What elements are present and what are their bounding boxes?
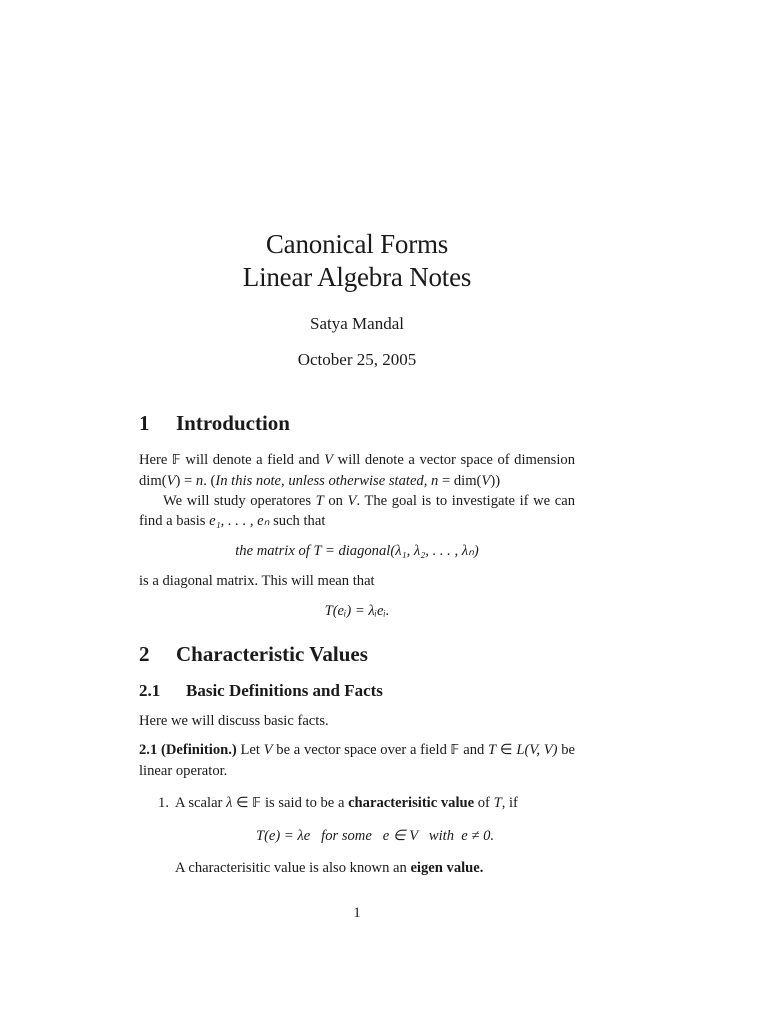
date: October 25, 2005 — [297, 350, 417, 369]
math-var: V — [324, 452, 334, 468]
math-var: T — [493, 795, 502, 811]
text: is said to be a — [261, 795, 349, 811]
text: , if — [501, 795, 518, 811]
text: = dim( — [438, 473, 482, 489]
math-var: T — [488, 742, 497, 758]
text: be linear operator. — [139, 742, 575, 779]
math-expr: L(V, V) — [516, 742, 558, 758]
text: ) = — [175, 473, 196, 489]
definition-2-1 — [139, 740, 575, 781]
definition-label: 2.1 (Definition.) — [139, 742, 237, 758]
title-block — [0, 228, 714, 370]
content — [139, 408, 575, 878]
math-var: V — [166, 473, 176, 489]
text: will denote a field and — [180, 452, 325, 468]
italic-text: In this note, unless otherwise stated, n — [215, 473, 439, 489]
page-number: 1 — [353, 905, 361, 921]
math-var: T — [315, 493, 324, 509]
text: such that — [269, 513, 326, 529]
text: and — [459, 742, 489, 758]
text: We will study operatores — [163, 493, 316, 509]
intro-paragraph-2 — [139, 491, 575, 531]
math-var: V — [347, 493, 357, 509]
section-title: Characteristic Values — [176, 642, 368, 666]
item-text — [175, 793, 575, 814]
intro-paragraph-3: is a diagonal matrix. This will mean that — [139, 573, 375, 589]
subsection-heading-basic-definitions — [139, 679, 575, 703]
text: of — [474, 795, 494, 811]
subsection-title: Basic Definitions and Facts — [186, 681, 383, 700]
field-symbol: 𝔽 — [450, 743, 460, 758]
text: )) — [490, 473, 501, 489]
text: A scalar — [175, 795, 227, 811]
math-var: n — [195, 473, 204, 489]
bold-term: eigen value. — [410, 860, 484, 876]
bold-term: characterisitic value — [348, 795, 475, 811]
display-equation-3: T(e) = λe for some e ∈ V with e ≠ 0. — [255, 828, 495, 844]
list-item-body — [175, 793, 575, 878]
text: be a vector space over a field — [272, 742, 451, 758]
subsection-number: 2.1 — [139, 681, 161, 700]
text: . The goal is to investigate if we can find a basis — [139, 493, 575, 529]
field-symbol: 𝔽 — [171, 453, 181, 468]
section-number: 2 — [139, 642, 150, 666]
display-equation-2: T(eᵢ) = λᵢeᵢ. — [324, 603, 390, 619]
title-line-1: Canonical Forms — [265, 229, 449, 259]
author: Satya Mandal — [310, 314, 404, 333]
text: . ( — [203, 473, 216, 489]
list-marker: 1. — [158, 795, 169, 811]
text: A characterisitic value is also known an — [175, 860, 411, 876]
math-basis: e₁, . . . , eₙ — [209, 513, 270, 529]
text: will denote a vector space of dimension dim( — [139, 452, 575, 489]
section-title: Introduction — [176, 411, 290, 435]
section-heading-introduction — [139, 408, 575, 438]
text: ∈ — [496, 742, 517, 758]
list-item — [139, 793, 575, 878]
math-var: V — [263, 742, 273, 758]
text: Let — [236, 742, 264, 758]
title-line-2: Linear Algebra Notes — [242, 262, 472, 292]
section2-intro: Here we will discuss basic facts. — [139, 713, 329, 729]
math-var: λ — [226, 795, 233, 811]
section-number: 1 — [139, 411, 150, 435]
section-heading-characteristic-values — [139, 639, 575, 669]
intro-paragraph-1 — [139, 450, 575, 491]
text: ∈ — [232, 795, 253, 811]
text: Here — [139, 452, 172, 468]
display-equation-1: the matrix of T = diagonal(λ₁, λ₂, . . . , λₙ) — [235, 543, 479, 559]
text: on — [323, 493, 348, 509]
item-note — [175, 858, 575, 878]
field-symbol: 𝔽 — [252, 796, 262, 811]
math-var: V — [481, 473, 491, 489]
